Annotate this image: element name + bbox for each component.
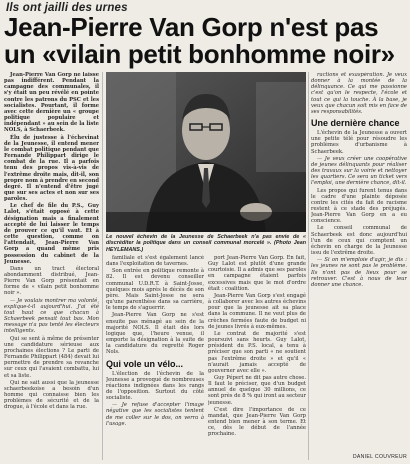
article-paragraph: — Je voulais montrer ma volonté, explique-t-il aujourd'hui. J'ai été tout haut ce que chacun à Schaerbeek pensait tout bas. Mon message n'a pas tenté les électeurs intelligents. xyxy=(4,297,99,335)
article-paragraph: Qui se sent à même de présenter une candidature sérieuse aux prochaines élections ? Le parti de Fernande Philippart (484) devait lui permettre de prendre sa revanche sur ceux qui l'avaient combattu, lui et sa liste. xyxy=(4,335,99,379)
article-paragraph: Le chef de file du P.S., Guy Lalot, s'était opposé à cette désignation mais a finalement accepté de lui laisser le temps de prouver ce qu'il vaut. Et à cette question, comme on l'attendait, Jean-Pierre Van Gorp a quand même pris possession du cabinet de la Jeunesse. xyxy=(4,203,99,265)
article-column-2 xyxy=(106,255,204,460)
photo-caption: Le nouvel échevin de la Jeunesse de Schaerbeek n'a pas envie de « discréditer la politique dans un conseil communal morcelé ». (Photo Jean HEYLEMANS.) xyxy=(106,234,306,253)
article-subheading: Une dernière chance xyxy=(311,118,400,129)
portrait-photo-illustration xyxy=(106,72,306,232)
article-paragraph: Le conseil communal de Schaerbeek est donc aujourd'hui l'un de ceux qui comptent un échevin en charge de la Jeunesse issu de l'extrême droite. xyxy=(311,225,407,257)
article-column-1 xyxy=(4,72,99,462)
article-paragraph: C'est dire l'importance de ce mandat, que Jean-Pierre Van Gorp entend bien mener à son terme. Et ce, dès le début de l'année prochaine. xyxy=(208,406,306,438)
article-paragraph: Élu de justesse à l'échevinat de la Jeunesse, il entend mener le combat politique pendant que Fernande Philippart dirige le combat de la rue. Il a parfois tenu des propos vis-à-vis de l'extrême droite mais, dit-il, son propre nom à prendre en second degré. Il n'entend d'être jugé que sur ses actes et non sur ses paroles. xyxy=(4,134,99,203)
column-divider xyxy=(102,72,103,460)
article-paragraph: ractions et exaspération. Je veux donner à la montée de la délinquance. Ce qui me passionne c'est qu'on le respecte, l'école et tout ce qui la touche. À la base, je veux que chacun soit mis en face de ses responsabilités. xyxy=(311,72,407,115)
article-paragraph: — Je veux créer une coopérative de jeunes délinquants pour réaliser des travaux sur la voirie et nettoyer les quartiers. Ce sera un ticket vers l'emploi, une dernière chance, dit-il. xyxy=(311,155,407,187)
article-subheading: Qui vole un vélo... xyxy=(106,358,184,369)
author-signature: DANIEL COUVREUR xyxy=(352,454,407,460)
column-divider xyxy=(308,72,309,460)
article-paragraph: Qui ne sait aussi que la jeunesse schaerbeekoise a besoin d'un homme qui connaisse bien les problèmes de sécurité et de la drogue, à l'école et dans la rue. xyxy=(4,379,99,411)
article-paragraph: Jean-Pierre Van Gorp ne s'est ensuite pas ménagé au sein de la majorité NOLS. Il était dès lors logique que, l'heure venue, il emporte la désignation à la suite de la candidature du regretté Roger Nols. xyxy=(106,312,204,356)
article-paragraph: Dans un tract électoral abondamment distribué, Jean-Pierre Van Gorp présentait en forme de « vilain petit bonhomme noir ». xyxy=(4,265,99,297)
article-kicker: Ils ont jailli des urnes xyxy=(6,2,128,14)
article-paragraph: Jean-Pierre Van Gorp ne laisse pas indifférent. Pendant la campagne des communales, il s'y était un peu révélé en pointe contre les patrons du PSC et les socialistes. Pourtant, il forme avec cette dernière un « groupe politique populaire et indépendant » au sein de la liste NOLS, à Schaerbeek. xyxy=(4,72,99,134)
article-paragraph: L'élection de l'échevin de la Jeunesse a provoqué de nombreuses réactions indignées dans les rangs de l'opposition. Surtout du côté socialiste. xyxy=(106,370,204,402)
article-headline: Jean-Pierre Van Gorp n'est pas un «vilain petit bonhomme noir» xyxy=(4,12,395,69)
article-paragraph: — Si on m'emploie d'agir, je dis : les jeunes ne sont pas le problème. Ils n'ont pas de lieux pour se retrouver. C'est à nous de leur donner une chance. xyxy=(311,257,407,288)
article-paragraph: Son entrée en politique remonte à 82. Il est devenu conseiller communal U.D.R.T. à Saint-Josse, quelques mois après le décès de son père. Mais Saint-Josse ne sera qu'une parenthèse dans sa carrière, le temps de s'aguerrir. xyxy=(106,268,204,312)
article-paragraph: Guy Pépert ne dit pas autre chose. Il faut le préciser, que d'un budget annuel de quelque 30 millions, ce sont près de 8 % qui iront au secteur jeunesse. xyxy=(208,374,306,406)
byline-wrap xyxy=(311,452,407,460)
article-paragraph: — Je refuse d'accepter l'image négative que les socialistes tentent de me coller sur le dos, on verra à l'usage. xyxy=(106,402,204,427)
article-paragraph: Jean-Pierre Van Gorp s'est engagé à collaborer avec les autres échevins pour que la jeunesse ait sa place dans la commune. Il ne veut plus de crèches fermées faute de budget ni de jeunes livrés à eux-mêmes. xyxy=(208,292,306,330)
article-photo xyxy=(106,72,306,232)
article-paragraph: familiale et s'est également lancé dans l'exploitation de tavernes. xyxy=(106,255,204,268)
article-paragraph: L'échevin de la Jeunesse a ouvert une petite télé pour résoudre les problèmes d'urbanisme à Schaerbeek. xyxy=(311,130,407,155)
article-paragraph: Le contrat de majorité s'est poursuivi sans heurts. Guy Lalot, président du P.S. local, a tenu à préciser que son parti « ne soutient pas l'extrême droite » et qu'il « n'aurait jamais accepté de gouverner avec elle ». xyxy=(208,330,306,374)
article-paragraph: port Jean-Pierre Van Gorp. En fait, Guy Lalot est plutôt d'une grande courtoisie. Il a admis que ses paroles en campagne étaient parfois excessives mais que le mot d'ordre était : coalition. xyxy=(208,255,306,292)
article-paragraph: Les propos qui furent tenus dans le cadre d'une plainte déposée contre les cités du fait de racisme restent à ce stade des préjugés. Jean-Pierre Van Gorp en a eu conscience. xyxy=(311,187,407,225)
article-column-4 xyxy=(311,72,407,462)
article-column-3 xyxy=(208,255,306,460)
